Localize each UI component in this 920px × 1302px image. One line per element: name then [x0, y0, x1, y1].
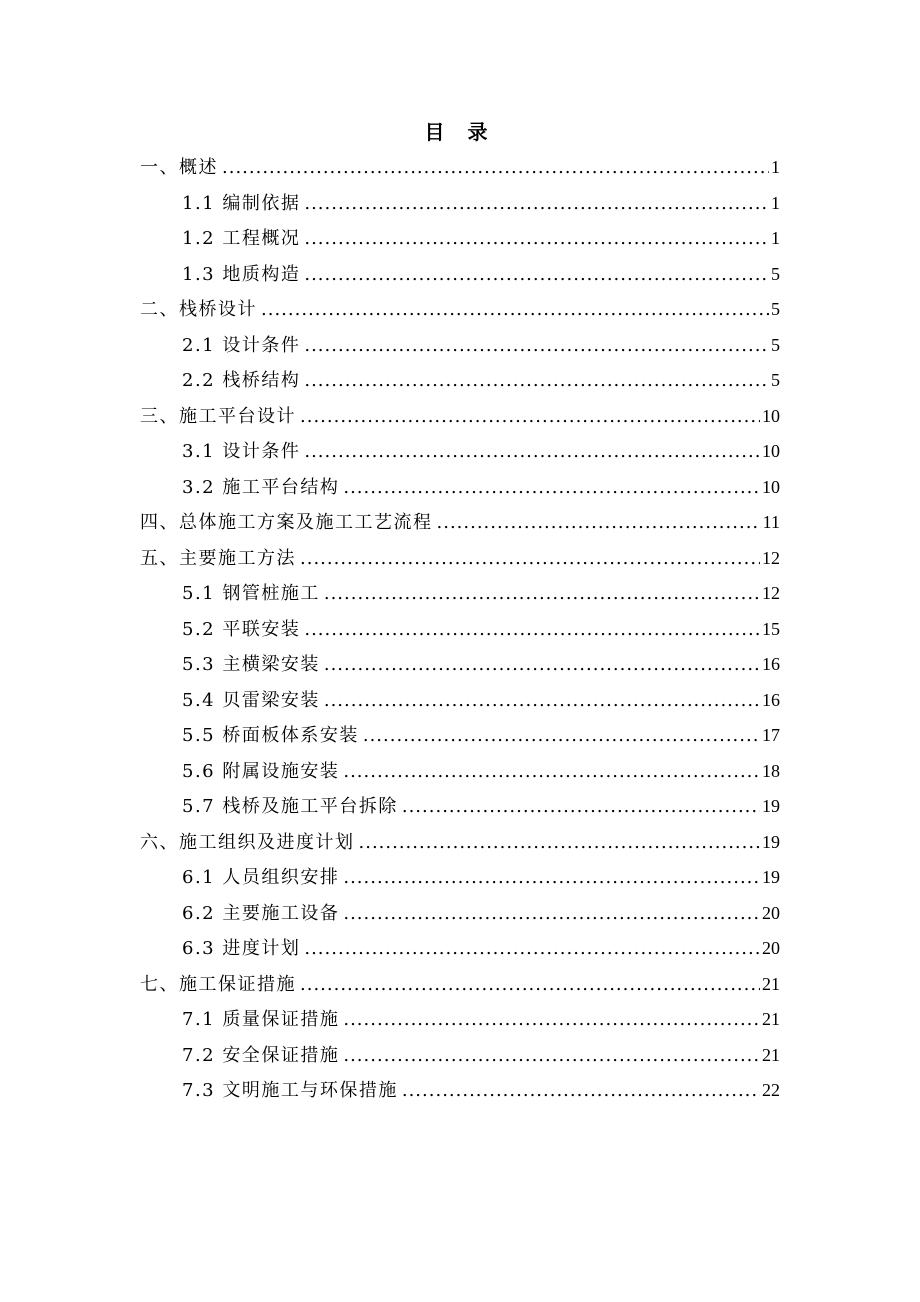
toc-section-entry[interactable] [140, 718, 780, 754]
toc-dot-leader [304, 328, 769, 364]
toc-dot-leader [324, 683, 760, 719]
toc-entry-label: 1.3 地质构造 [182, 263, 301, 285]
toc-list [140, 150, 780, 1109]
toc-chapter-entry[interactable] [140, 541, 780, 577]
toc-section-entry[interactable] [140, 328, 780, 364]
toc-entry-label: 三、施工平台设计 [140, 405, 296, 427]
toc-section-entry[interactable] [140, 647, 780, 683]
toc-page-number: 1 [771, 192, 780, 213]
toc-dot-leader [304, 257, 769, 293]
toc-entry-label: 六、施工组织及进度计划 [140, 831, 355, 853]
toc-page-number: 16 [762, 654, 780, 674]
toc-page-number: 12 [762, 547, 780, 568]
toc-dot-leader [343, 754, 760, 790]
toc-entry-label: 7.2 安全保证措施 [182, 1044, 340, 1066]
toc-dot-leader [222, 150, 769, 186]
toc-section-entry[interactable] [140, 186, 780, 222]
toc-dot-leader [402, 1073, 760, 1109]
toc-section-entry[interactable] [140, 576, 780, 612]
toc-page-number: 21 [762, 1044, 780, 1065]
toc-chapter-entry[interactable] [140, 967, 780, 1003]
toc-chapter-entry[interactable] [140, 399, 780, 435]
toc-page-number: 5 [771, 334, 780, 355]
toc-dot-leader [363, 718, 760, 754]
toc-entry-label: 5.3 主横梁安装 [182, 654, 320, 675]
toc-dot-leader [304, 221, 769, 257]
toc-dot-leader [324, 647, 760, 683]
toc-section-entry[interactable] [140, 221, 780, 257]
toc-section-entry[interactable] [140, 896, 780, 932]
toc-section-entry[interactable] [140, 683, 780, 719]
toc-entry-label: 2.1 设计条件 [182, 334, 301, 356]
toc-dot-leader [261, 292, 769, 328]
toc-entry-label: 2.2 栈桥结构 [182, 370, 301, 391]
toc-page-number: 5 [771, 299, 780, 319]
toc-dot-leader [343, 1002, 760, 1038]
toc-section-entry[interactable] [140, 363, 780, 399]
toc-entry-label: 6.2 主要施工设备 [182, 902, 340, 924]
toc-entry-label: 5.6 附属设施安装 [182, 760, 340, 782]
toc-dot-leader [304, 931, 760, 967]
toc-dot-leader [343, 1038, 760, 1074]
toc-section-entry[interactable] [140, 754, 780, 790]
toc-entry-label: 7.1 质量保证措施 [182, 1009, 340, 1030]
toc-entry-label: 5.7 栈桥及施工平台拆除 [182, 796, 398, 817]
toc-dot-leader [300, 541, 760, 577]
toc-entry-label: 1.2 工程概况 [182, 228, 301, 249]
toc-page-number: 10 [762, 476, 780, 497]
toc-page-number: 10 [762, 441, 780, 461]
toc-chapter-entry[interactable] [140, 150, 780, 186]
toc-page-number: 19 [762, 867, 780, 887]
toc-page-number: 19 [762, 831, 780, 852]
toc-dot-leader [343, 470, 760, 506]
toc-dot-leader [304, 363, 769, 399]
toc-dot-leader [343, 896, 760, 932]
toc-page-number: 12 [762, 583, 780, 603]
toc-entry-label: 7.3 文明施工与环保措施 [182, 1080, 398, 1101]
toc-page-number: 15 [762, 618, 780, 639]
toc-page-number: 16 [762, 689, 780, 710]
toc-section-entry[interactable] [140, 1002, 780, 1038]
toc-chapter-entry[interactable] [140, 825, 780, 861]
toc-dot-leader [304, 434, 760, 470]
toc-page-number: 1 [771, 228, 780, 248]
toc-entry-label: 一、概述 [140, 157, 218, 178]
toc-section-entry[interactable] [140, 257, 780, 293]
toc-section-entry[interactable] [140, 789, 780, 825]
toc-entry-label: 6.3 进度计划 [182, 938, 301, 959]
toc-page-number: 11 [762, 512, 780, 532]
toc-chapter-entry[interactable] [140, 505, 780, 541]
toc-entry-label: 5.5 桥面板体系安装 [182, 725, 359, 746]
toc-page-number: 5 [771, 370, 780, 390]
toc-entry-label: 1.1 编制依据 [182, 192, 301, 214]
toc-section-entry[interactable] [140, 1038, 780, 1074]
toc-page-number: 22 [762, 1080, 780, 1100]
toc-page-number: 19 [762, 796, 780, 816]
toc-section-entry[interactable] [140, 860, 780, 896]
toc-title: 目 录 [424, 120, 496, 144]
toc-dot-leader [324, 576, 760, 612]
toc-dot-leader [300, 399, 760, 435]
toc-page-number: 20 [762, 902, 780, 923]
toc-section-entry[interactable] [140, 470, 780, 506]
toc-entry-label: 二、栈桥设计 [140, 299, 257, 320]
toc-page-number: 17 [762, 725, 780, 745]
toc-entry-label: 七、施工保证措施 [140, 973, 296, 995]
toc-dot-leader [300, 967, 760, 1003]
toc-dot-leader [304, 612, 760, 648]
toc-dot-leader [343, 860, 760, 896]
toc-entry-label: 五、主要施工方法 [140, 547, 296, 569]
toc-page-number: 5 [771, 263, 780, 284]
toc-page-number: 21 [762, 973, 780, 994]
toc-section-entry[interactable] [140, 1073, 780, 1109]
toc-dot-leader [359, 825, 761, 861]
toc-entry-label: 5.4 贝雷梁安装 [182, 689, 320, 711]
toc-entry-label: 3.1 设计条件 [182, 441, 301, 462]
toc-section-entry[interactable] [140, 434, 780, 470]
toc-entry-label: 3.2 施工平台结构 [182, 476, 340, 498]
toc-entry-label: 四、总体施工方案及施工工艺流程 [140, 512, 433, 533]
toc-entry-label: 6.1 人员组织安排 [182, 867, 340, 888]
toc-chapter-entry[interactable] [140, 292, 780, 328]
toc-page-number: 20 [762, 938, 780, 958]
toc-page-number: 10 [762, 405, 780, 426]
toc-dot-leader [304, 186, 769, 222]
toc-section-entry[interactable] [140, 931, 780, 967]
toc-entry-label: 5.1 钢管桩施工 [182, 583, 320, 604]
toc-page-number: 1 [771, 157, 780, 177]
toc-dot-leader [402, 789, 760, 825]
toc-page-number: 18 [762, 760, 780, 781]
toc-section-entry[interactable] [140, 612, 780, 648]
toc-page-number: 21 [762, 1009, 780, 1029]
toc-dot-leader [437, 505, 761, 541]
toc-entry-label: 5.2 平联安装 [182, 618, 301, 640]
